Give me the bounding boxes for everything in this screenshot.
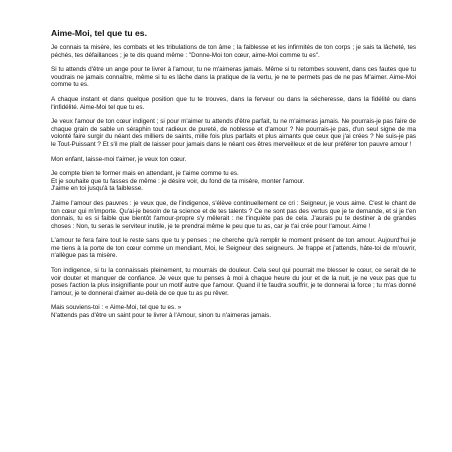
- document-title: Aime-Moi, tel que tu es.: [51, 28, 147, 38]
- paragraph-1: Je connais ta misère, les combats et les tribulations de ton âme ; la faiblesse et les infirmités de ton corps ; je sais ta lâcheté, tes péchés, tes défaillances ; je te dis quand même : "Donne-Moi ton cœur, aime-Moi comme tu es".: [51, 44, 416, 59]
- paragraph-9: Ton indigence, si tu la connaissais pleinement, tu mourrais de douleur. Cela seul qui pourrait me blesser le cœur, ce serait de te voir douter et manquer de confiance. Je veux que tu penses à moi à chaque heure du jour et de la nuit, je ne veux pas que tu poses l'action la plus insignifiante pour un motif autre que l'amour. Quand il te faudra souffrir, je te donnerai la force ; tu m'as donné l'amour, je te donnerai d'aimer au-delà de ce que tu as pu rêver.: [51, 267, 416, 297]
- paragraph-2: Si tu attends d'être un ange pour te livrer à l'amour, tu ne m'aimeras jamais. Même si tu retombes souvent, dans ces fautes que tu voudrais ne jamais connaître, même si tu es lâche dans la pratique de la vertu, je ne te permets pas de ne pas M'aimer. Aime-Moi comme tu es.: [51, 66, 416, 89]
- paragraph-3: A chaque instant et dans quelque position que tu te trouves, dans la ferveur ou dans la sécheresse, dans la fidélité ou dans l'infidélité. Aime-Moi tel que tu es.: [51, 95, 416, 111]
- paragraph-8: L'amour te fera faire tout le reste sans que tu y penses ; ne cherche qu'à remplir le moment présent de ton amour. Aujourd'hui je me tiens à la porte de ton cœur comme un mendiant, Moi, le Seigneur des seigneurs. Je frappe et j'attends, hâte-toi de m'ouvrir, n'allègue pas ta misère.: [51, 237, 416, 260]
- paragraph-10: Mais souviens-toi : « Aime-Moi, tel que tu es. » N'attends pas d'être un saint pour te livrer à l'Amour, sinon tu n'aimeras jamais.: [51, 304, 272, 320]
- paragraph-5: Mon enfant, laisse-moi t'aimer, je veux ton cœur.: [51, 155, 187, 163]
- paragraph-4: Je veux l'amour de ton cœur indigent ; si pour m'aimer tu attends d'être parfait, tu ne m'aimeras jamais. Ne pourrais-je pas faire de chaque grain de sable un séraphin tout radieux de pureté, de noblesse et d'amour ? Ne pourrais-je pas, d'un seul signe de ma volonté faire surgir du néant des milliers de saints, mille fois plus parfaits et plus aimants que ceux que j'ai crées ? Ne suis-je pas le Tout-Puissant ? Et s'il me plaît de laisser pour jamais dans le néant ces êtres merveilleux et de leur préférer ton pauvre amour !: [51, 118, 416, 148]
- paragraph-7: J'aime l'amour des pauvres : je veux que, de l'indigence, s'élève continuellement ce cri : Seigneur, je vous aime. C'est le chant de ton cœur qui m'importe. Qu'ai-je besoin de ta science et de tes talents ? Ce ne sont pas des vertus que je te demande, et si je t'en donnais, tu es si faible que bientôt l'amour-propre s'y mêlerait : ne t'inquiète pas de cela. J'aurais pu te destiner à de grandes choses : Non, tu seras le serviteur inutile, je te prendrai même le peu que tu as, car je t'ai crée pour l'amour. Aime !: [51, 199, 416, 230]
- paragraph-6: Je compte bien te former mais en attendant, je t'aime comme tu es. Et je souhaite que tu fasses de même : je désire voir, du fond de ta misère, monter l'amour. J'aime en toi jusqu'à ta faiblesse.: [51, 170, 305, 193]
